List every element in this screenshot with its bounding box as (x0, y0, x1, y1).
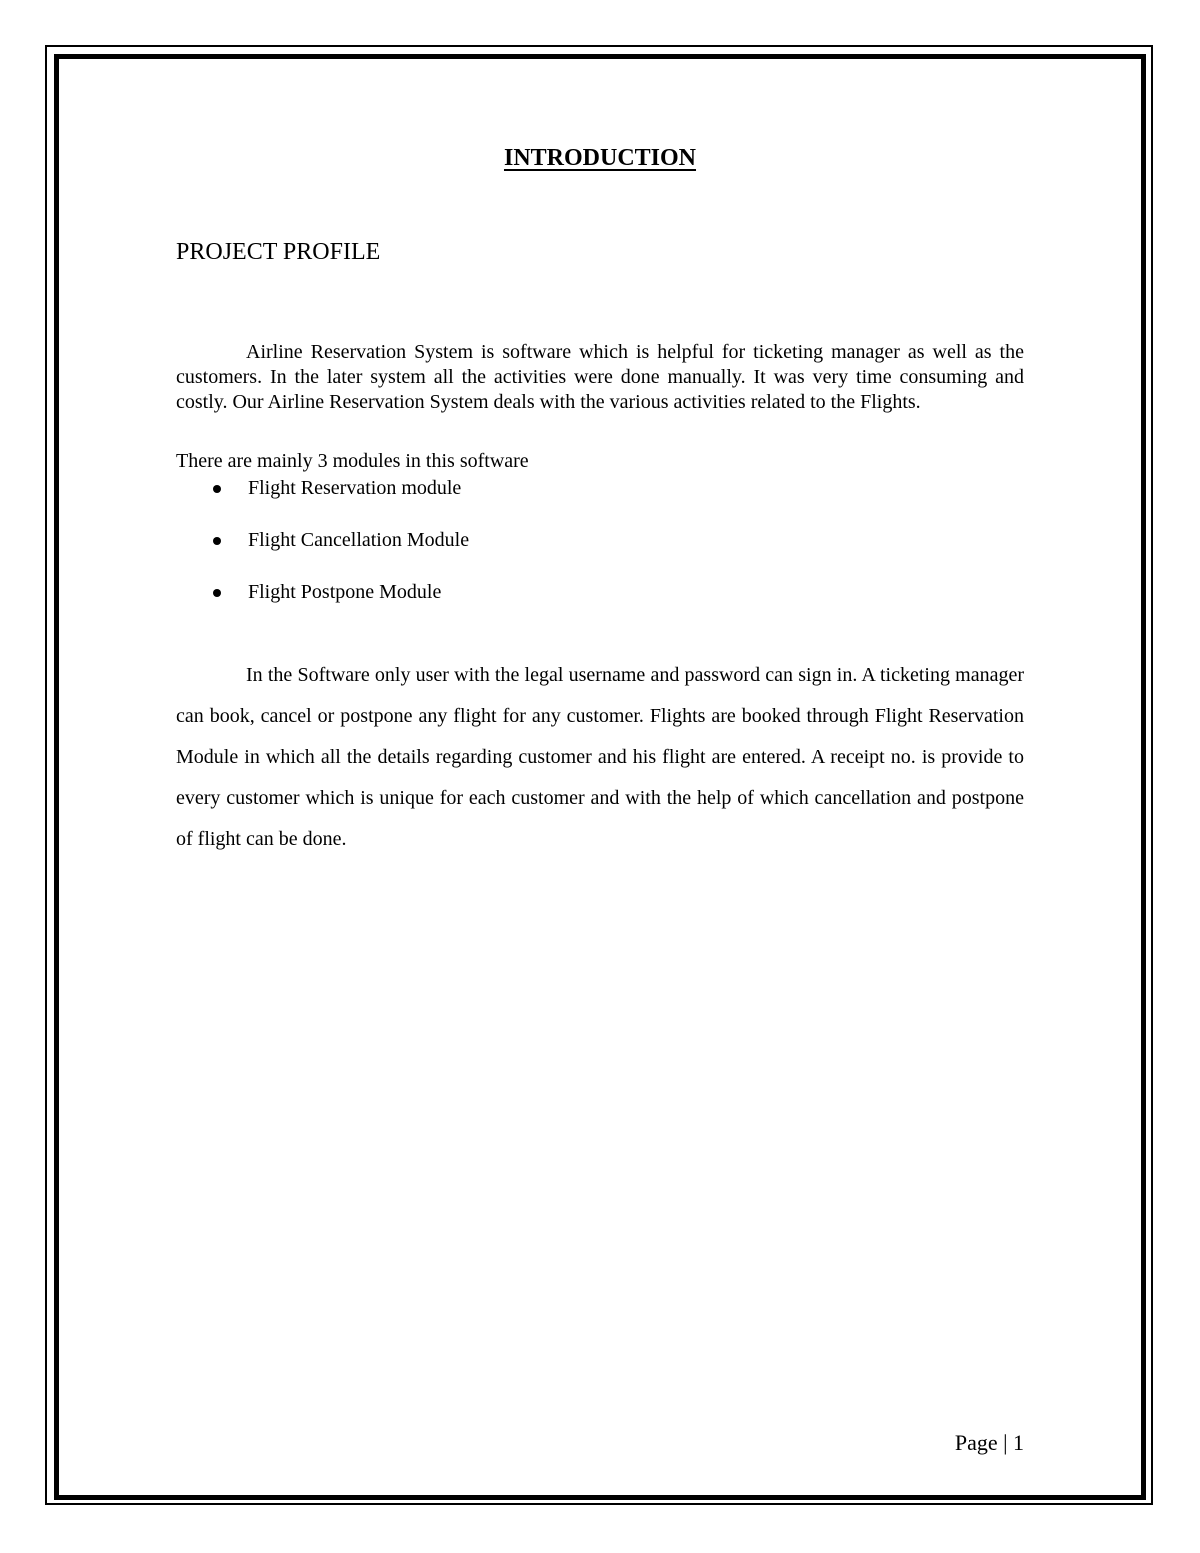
details-paragraph: In the Software only user with the legal username and password can sign in. A ticketing manager can book, cancel or postpone any flight for any customer. Flights are booked through Flight Reservation Module in which all the details regarding customer and his flight are entered. A receipt no. is provide to every customer which is unique for each customer and with the help of which cancellation and postpone of flight can be done. (176, 664, 1024, 850)
intro-paragraph: Airline Reservation System is software which is helpful for ticketing manager as well as the customers. In the later system all the activities were done manually. It was very time consuming and costly. Our Airline Reservation System deals with the various activities related to the Flights. (176, 341, 1024, 413)
list-item (176, 528, 469, 553)
module-label: Flight Postpone Module (248, 581, 442, 603)
list-item (176, 580, 469, 605)
bullet-icon (213, 485, 221, 493)
section-heading: PROJECT PROFILE (176, 239, 381, 265)
bullet-icon (213, 589, 221, 597)
list-item (176, 476, 469, 501)
modules-intro-text: There are mainly 3 modules in this software (176, 450, 529, 472)
bullet-icon (213, 537, 221, 545)
module-label: Flight Reservation module (248, 477, 462, 499)
module-label: Flight Cancellation Module (248, 529, 470, 551)
document-title: INTRODUCTION (503, 145, 697, 171)
page-number: Page | 1 (954, 1430, 1024, 1455)
module-list (176, 476, 469, 632)
